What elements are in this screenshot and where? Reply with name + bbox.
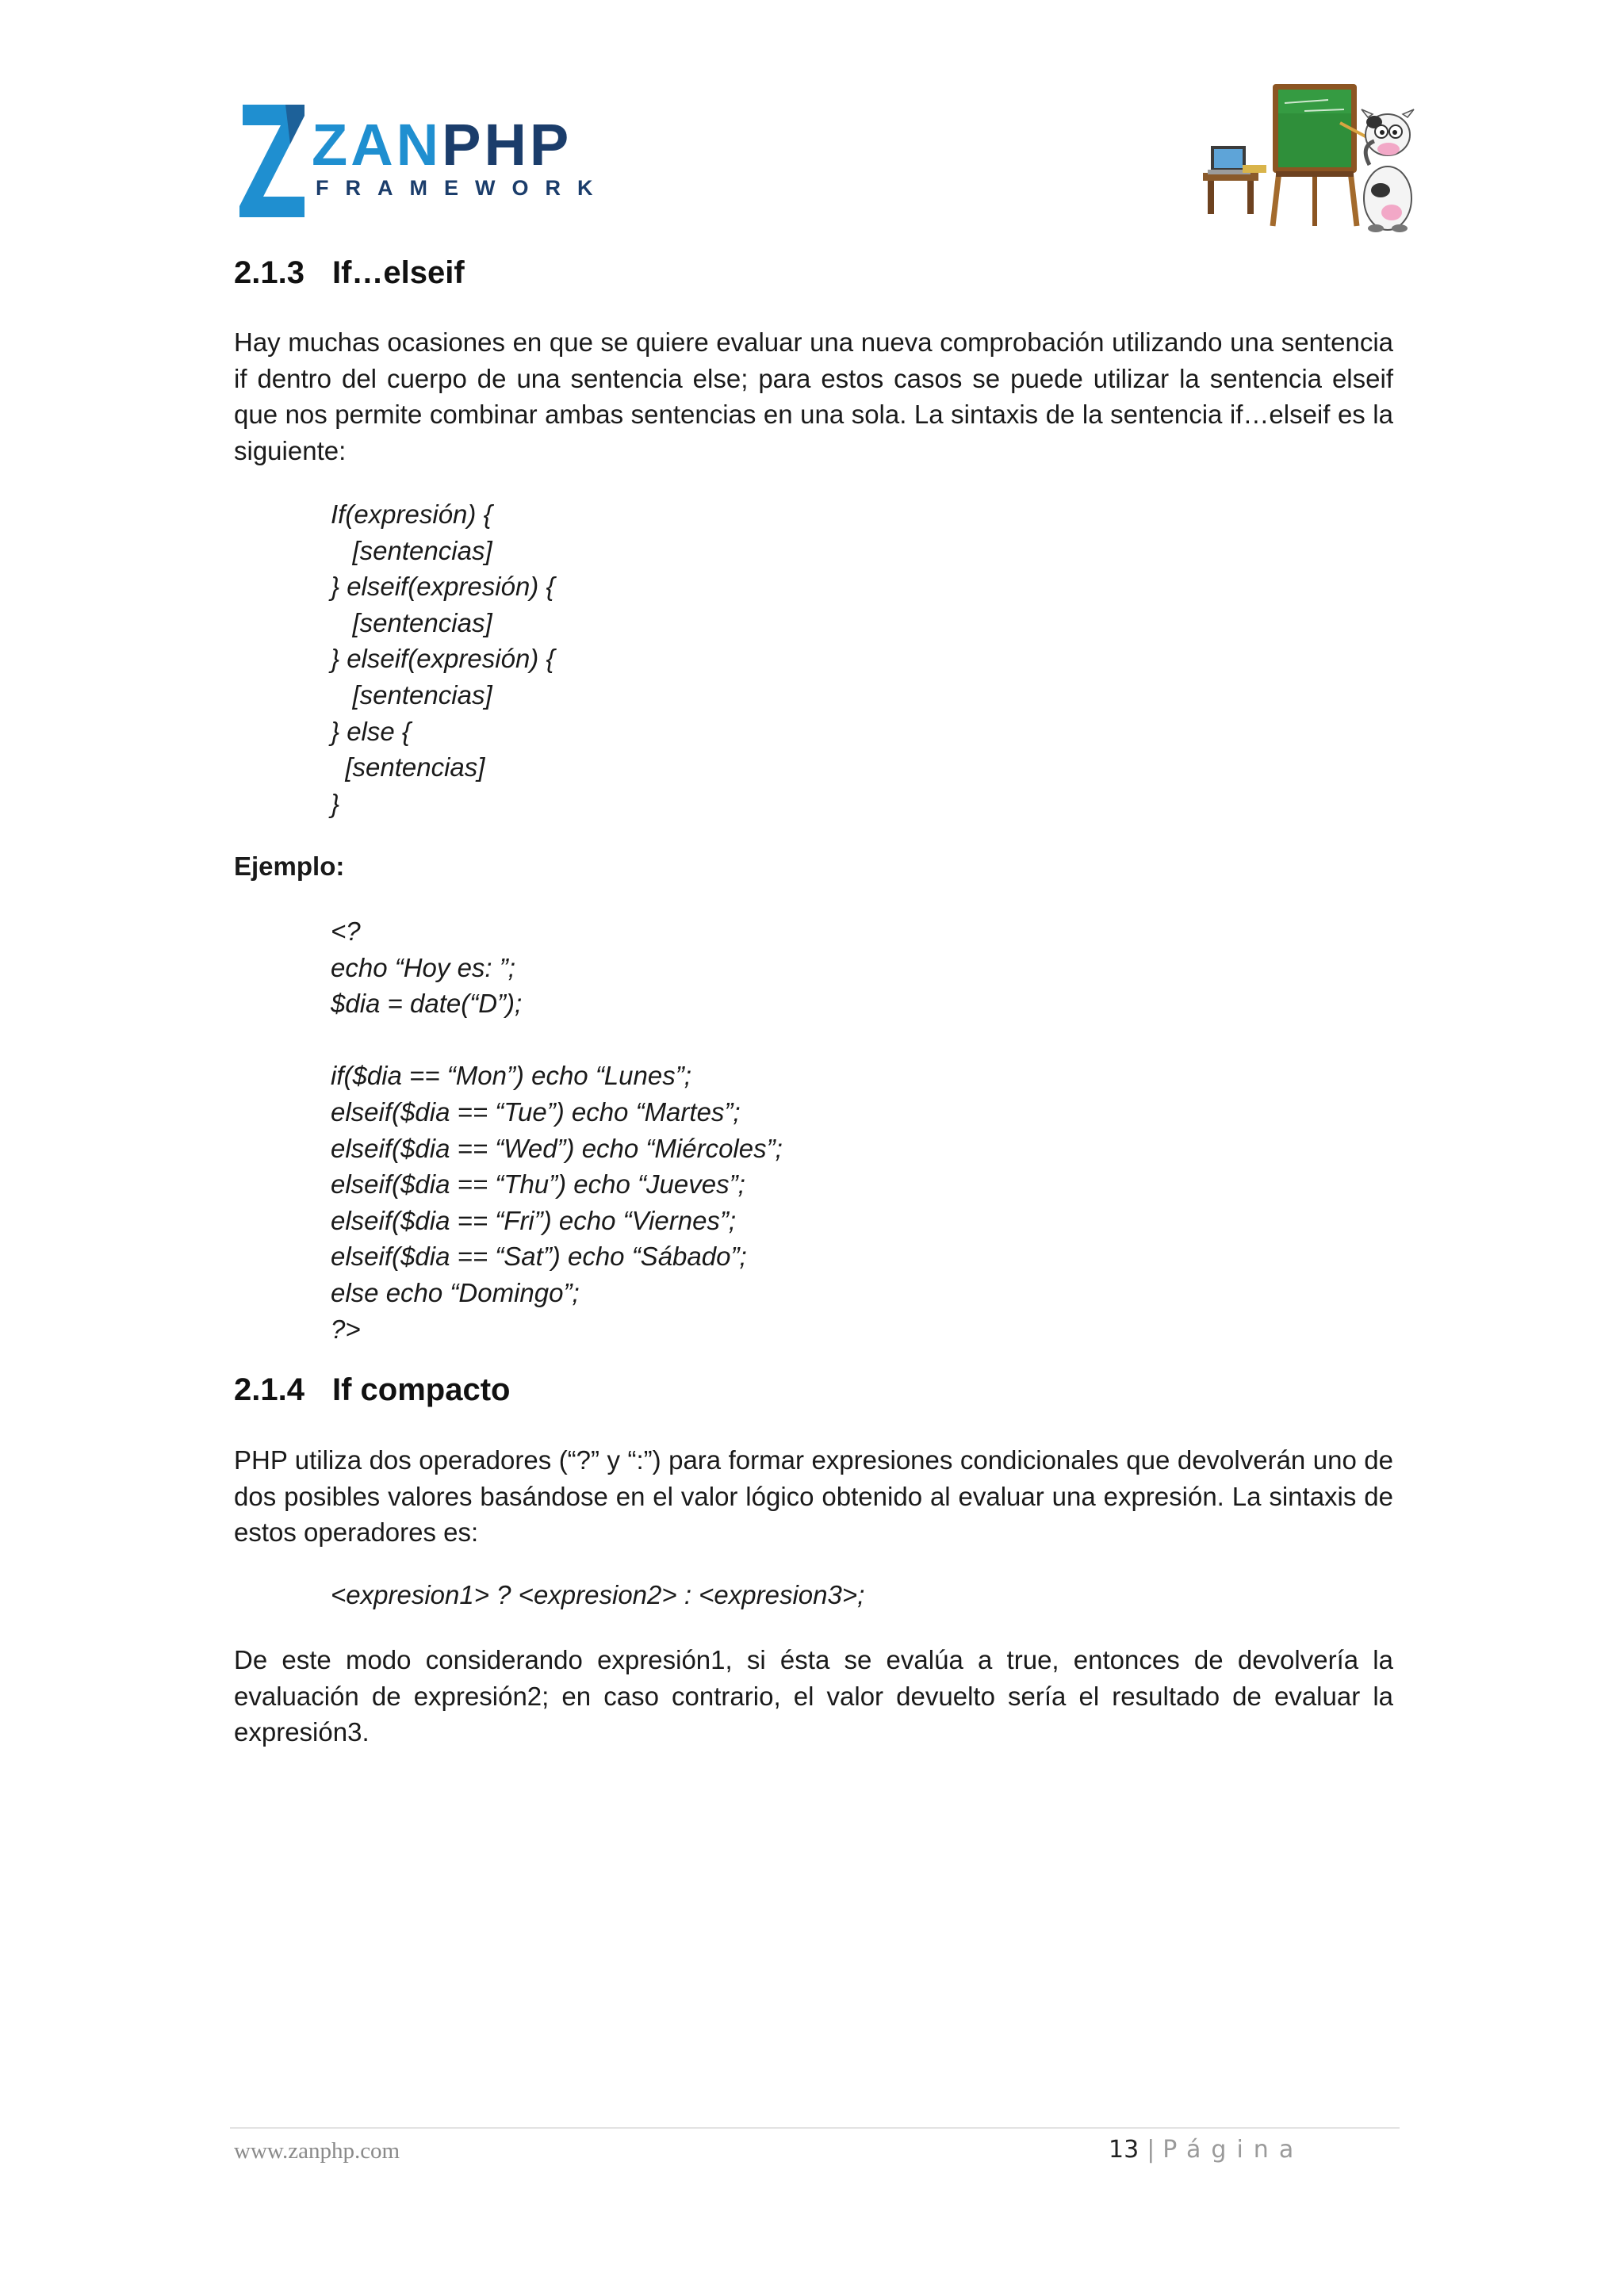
- footer-website: www.zanphp.com: [234, 2138, 400, 2164]
- section-title: If compacto: [332, 1372, 511, 1407]
- page-word: Página: [1162, 2136, 1304, 2164]
- code-line: else echo “Domingo”;: [331, 1277, 580, 1307]
- code-block-syntax: [331, 496, 554, 821]
- section-heading-2-1-4: [234, 1371, 510, 1409]
- section-heading-2-1-3: [234, 254, 465, 292]
- footer-divider: [230, 2127, 1400, 2129]
- code-line: <?: [331, 916, 361, 946]
- code-line: elseif($dia == “Sat”) echo “Sábado”;: [331, 1242, 747, 1272]
- code-line: elseif($dia == “Thu”) echo “Jueves”;: [331, 1169, 745, 1200]
- code-line: [sentencias]: [331, 535, 492, 565]
- paragraph-elseif-intro: Hay muchas ocasiones en que se quiere evaluar una nueva comprobación utilizando una sentencia if dentro del cuerpo de una sentencia else; para estos casos se puede utilizar la sentencia elseif que nos permite combinar ambas sentencias en una sola. La sintaxis de la sentencia if…elseif es la siguiente:: [234, 327, 1393, 465]
- code-line: elseif($dia == “Wed”) echo “Miércoles”;: [331, 1133, 783, 1163]
- code-line: [sentencias]: [331, 679, 492, 710]
- code-line: } elseif(expresión) {: [331, 644, 555, 674]
- code-line: elseif($dia == “Fri”) echo “Viernes”;: [331, 1205, 737, 1235]
- code-line: } elseif(expresión) {: [331, 572, 555, 602]
- section-number: 2.1.3: [234, 255, 304, 290]
- logo-framework-text: FRAMEWORK: [316, 176, 610, 200]
- page-separator: |: [1147, 2136, 1155, 2164]
- zanphp-logo: [238, 101, 610, 220]
- code-line: if($dia == “Mon”) echo “Lunes”;: [331, 1061, 691, 1091]
- logo-php-text: PHP: [442, 112, 573, 178]
- code-line: If(expresión) {: [331, 499, 492, 529]
- paragraph-compact-if-intro: PHP utiliza dos operadores (“?” y “:”) para formar expresiones condicionales que devolverán uno de dos posibles valores basándose en el valor lógico obtenido al evaluar una expresión. La sintaxis de estos operadores es:: [234, 1445, 1393, 1547]
- code-line: elseif($dia == “Tue”) echo “Martes”;: [331, 1096, 741, 1127]
- code-line: [331, 1022, 783, 1058]
- logo-z-letter: Z: [271, 181, 273, 182]
- code-line: }: [331, 788, 340, 818]
- paragraph-compact-if-explanation: De este modo considerando expresión1, si ésta se evalúa a true, entonces de devolvería la evaluación de expresión2; en caso contrario, el valor devuelto sería el resultado de evaluar la expresión3.: [234, 1645, 1393, 1747]
- section-number: 2.1.4: [234, 1372, 304, 1407]
- page-number: 13: [1109, 2136, 1139, 2164]
- footer-page-number: [1109, 2136, 1304, 2164]
- code-line: } else {: [331, 716, 411, 746]
- code-line: echo “Hoy es: ”;: [331, 952, 515, 982]
- example-label: Ejemplo:: [234, 851, 345, 881]
- code-line: ?>: [331, 1314, 361, 1344]
- code-block-example: [331, 913, 783, 1347]
- code-line: <expresion1> ? <expresion2> : <expresion3>;: [331, 1580, 865, 1609]
- section-title: If…elseif: [332, 255, 465, 290]
- cow-icon: [1364, 166, 1411, 230]
- code-line: $dia = date(“D”);: [331, 989, 523, 1019]
- z-logo-icon: [238, 101, 306, 219]
- code-line: [sentencias]: [331, 607, 492, 637]
- logo-wordmark: [312, 112, 573, 178]
- logo-zan-text: ZAN: [312, 112, 442, 178]
- code-line: [sentencias]: [331, 752, 485, 783]
- code-block-ternary: [331, 1577, 864, 1613]
- cow-teacher-illustration: [1193, 79, 1419, 234]
